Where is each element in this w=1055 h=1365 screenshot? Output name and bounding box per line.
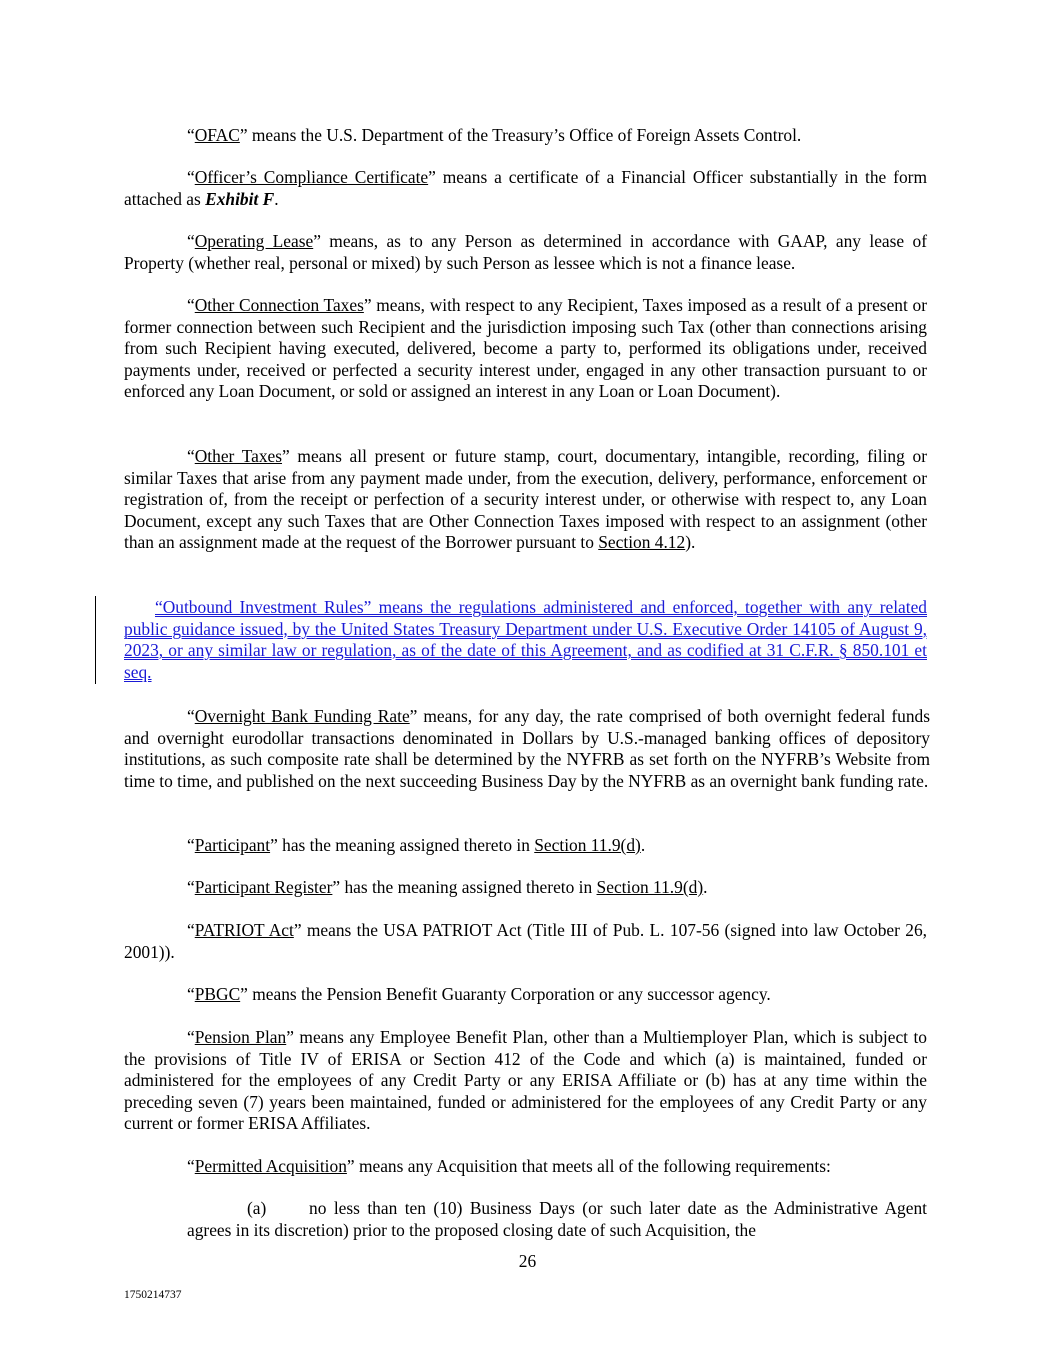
defined-term: Other Taxes — [194, 446, 283, 466]
section-reference: Section 11.9(d) — [534, 835, 641, 855]
clause-a: (a) no less than ten (10) Business Days (or such later date as the Administrative Agent agrees in its discretion) prior to the proposed closing date of such Acquisition, the — [187, 1198, 927, 1240]
definition-outbound-investment-rules-inserted: “Outbound Investment Rules” means the regulations administered and enforced, together with any related public guidance issued, by the United States Treasury Department under U.S. Executive Order 14105 of August 9, 2023, or any similar law or regulation, as of the date of this Agreement, and as codified at 31 C.F.R. § 850.101 et seq. — [124, 597, 927, 682]
defined-term: OFAC — [194, 125, 240, 145]
definition-other-taxes: “Other Taxes” means all present or future stamp, court, documentary, intangible, recording, filing or similar Taxes that arise from any payment made under, from the execution, delivery, performance, enforcement or registration of, from the receipt or perfection of a security interest under, or otherwise with respect to, any Loan Document, except any such Taxes that are Other Connection Taxes imposed with respect to an assignment (other than an assignment made at the request of the Borrower pursuant to Section 4.12). — [124, 446, 927, 553]
defined-term: Participant — [194, 835, 271, 855]
definition-participant: “Participant” has the meaning assigned thereto in Section 11.9(d). — [187, 835, 646, 855]
definition-officers-compliance-certificate: “Officer’s Compliance Certificate” means a certificate of a Financial Officer substantially in the form attached as Exhibit F. — [124, 167, 927, 209]
defined-term: Officer’s Compliance Certificate — [194, 167, 429, 187]
defined-term: Permitted Acquisition — [194, 1156, 347, 1176]
defined-term: PBGC — [194, 984, 241, 1004]
definition-other-connection-taxes: “Other Connection Taxes” means, with respect to any Recipient, Taxes imposed as a result of a present or former connection between such Recipient and the jurisdiction imposing such Tax (other than connections arising from such Recipient having executed, delivered, become a party to, performed its obligations under, received payments under, received or perfected a security interest under, engaged in any other transaction pursuant to or enforced any Loan Document, or sold or assigned an interest in any Loan or Loan Document). — [124, 295, 927, 402]
definition-participant-register: “Participant Register” has the meaning assigned thereto in Section 11.9(d). — [187, 877, 708, 897]
document-id: 1750214737 — [124, 1289, 182, 1301]
section-reference: Section 11.9(d) — [596, 877, 704, 897]
definition-overnight-bank-funding-rate: “Overnight Bank Funding Rate” means, for any day, the rate comprised of both overnight federal funds and overnight eurodollar transactions denominated in Dollars by U.S.-managed banking offices of depository institutions, as such composite rate shall be determined by the NYFRB as set forth on the NYFRB’s Website from time to time, and published on the next succeeding Business Day by the NYFRB as an overnight bank funding rate. — [124, 706, 931, 791]
page-number: 26 — [518, 1251, 537, 1271]
definition-pension-plan: “Pension Plan” means any Employee Benefit Plan, other than a Multiemployer Plan, which is subject to the provisions of Title IV of ERISA or Section 412 of the Code and which (a) is maintained, funded or administered for the employees of any Credit Party or any ERISA Affiliate or (b) has at any time within the preceding seven (7) years been maintained, funded or administered for the employees of any Credit Party or any current or former ERISA Affiliates. — [124, 1027, 928, 1134]
defined-term: Overnight Bank Funding Rate — [194, 706, 410, 726]
definition-ofac: “OFAC” means the U.S. Department of the Treasury’s Office of Foreign Assets Control. — [187, 125, 802, 145]
defined-term: PATRIOT Act — [194, 920, 294, 940]
revision-change-bar — [95, 596, 96, 684]
exhibit-reference: Exhibit F — [205, 188, 275, 209]
definition-permitted-acquisition: “Permitted Acquisition” means any Acquisition that meets all of the following requirements: — [187, 1156, 831, 1176]
definition-operating-lease: “Operating Lease” means, as to any Person as determined in accordance with GAAP, any lease of Property (whether real, personal or mixed) by such Person as lessee which is not a finance lease. — [124, 231, 927, 273]
defined-term: Other Connection Taxes — [194, 295, 364, 315]
defined-term: Participant Register — [194, 877, 333, 897]
clause-number: (a) — [247, 1198, 267, 1218]
definition-pbgc: “PBGC” means the Pension Benefit Guaranty Corporation or any successor agency. — [187, 984, 771, 1004]
section-reference: Section 4.12 — [598, 532, 686, 553]
defined-term: Operating Lease — [194, 231, 314, 251]
defined-term: Pension Plan — [194, 1027, 287, 1047]
definition-patriot-act: “PATRIOT Act” means the USA PATRIOT Act (Title III of Pub. L. 107-56 (signed into law October 26, 2001)). — [124, 920, 927, 962]
